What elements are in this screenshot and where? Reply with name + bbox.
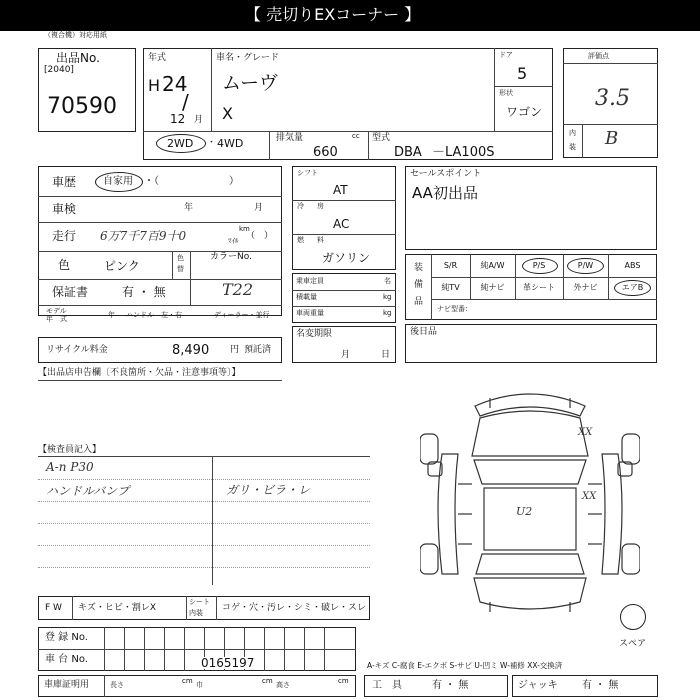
car-diagram bbox=[420, 384, 640, 624]
mileage-value: 6万7千7百9十0 bbox=[100, 229, 187, 243]
aircon-value: AC bbox=[333, 217, 350, 231]
fuel-label-1: 燃 bbox=[297, 236, 304, 244]
equip-sr: S/R bbox=[443, 261, 458, 270]
colorno-value: T22 bbox=[222, 280, 254, 299]
equip-abs: ABS bbox=[624, 261, 641, 270]
interior-label-1: 内 bbox=[569, 129, 576, 137]
legend-codes: A-キズ C-腐食 E-エクボ S-サビ U-凹ミ W-補修 XX-交換済 bbox=[367, 661, 563, 670]
tools-options: 有 ・ 無 bbox=[432, 680, 469, 691]
chassis-label: 車 台 No. bbox=[45, 654, 88, 665]
cert-cm-2: cm bbox=[262, 677, 273, 685]
equip-tv: 純TV bbox=[441, 283, 460, 292]
color-value: ピンク bbox=[104, 259, 140, 273]
fw-text: キズ・ヒビ・割レX bbox=[78, 603, 156, 613]
inspection-year: 年 bbox=[184, 203, 194, 213]
score-value: 3.5 bbox=[595, 86, 630, 111]
banner bbox=[0, 0, 700, 31]
fw-label: F W bbox=[45, 603, 62, 613]
disp-label: 排気量 bbox=[276, 133, 304, 143]
seat-text: コゲ・穴・汚レ・シミ・破レ・スレ bbox=[222, 603, 367, 613]
warranty-options: 有 ・ 無 bbox=[122, 285, 166, 299]
jack-options: 有 ・ 無 bbox=[582, 680, 619, 691]
lot-number: 70590 bbox=[47, 94, 117, 119]
aircon-label-2: 房 bbox=[317, 202, 324, 210]
disp-value: 660 bbox=[313, 145, 338, 160]
equip-leather: 革シート bbox=[523, 283, 555, 292]
mileage-paren: （ ） bbox=[246, 231, 274, 241]
aftermarket-label: 後日品 bbox=[410, 327, 438, 337]
repaint-label-1: 色 bbox=[177, 254, 184, 262]
model-code: －LA100S bbox=[432, 145, 495, 160]
inspector-line2: ハンドルバンプ bbox=[46, 484, 130, 498]
door-label: ドア bbox=[499, 51, 513, 59]
history-label: 車歴 bbox=[52, 175, 77, 189]
weight-label: 車両重量 bbox=[296, 309, 324, 317]
equipment-label-2: 備 bbox=[414, 280, 424, 290]
cert-length: 長さ bbox=[110, 681, 124, 689]
history-selected: 自家用 bbox=[103, 176, 133, 187]
fuel-label-2: 料 bbox=[317, 236, 324, 244]
equip-aw: 純A/W bbox=[480, 261, 505, 270]
model-year-label-1: モデル bbox=[46, 307, 67, 315]
car-name: ムーヴ bbox=[222, 72, 279, 94]
model-label: 型式 bbox=[372, 133, 391, 143]
cert-cm-3: cm bbox=[338, 677, 349, 685]
equip-airbag: エアB bbox=[621, 283, 644, 292]
dealer-options: ディーラー・並行 bbox=[214, 311, 270, 319]
handle-options: ハンドル 左・右 bbox=[126, 311, 182, 319]
regchange-label: 名変期限 bbox=[296, 329, 333, 339]
cert-cm-1: cm bbox=[182, 677, 193, 685]
model-prefix: DBA bbox=[394, 145, 422, 160]
drive-sep: ・ bbox=[207, 138, 217, 148]
regchange-month: 月 bbox=[341, 350, 351, 360]
diagram-xx-side: XX bbox=[582, 491, 597, 502]
chassis-value: 0165197 bbox=[201, 656, 255, 670]
car-grade: X bbox=[222, 104, 233, 123]
shape-value: ワゴン bbox=[506, 105, 543, 119]
equipment-label-3: 品 bbox=[414, 297, 424, 307]
lot-code: [2040] bbox=[44, 65, 74, 75]
spare-circle bbox=[620, 604, 646, 630]
declaration-label: 【出品店申告欄〔不良箇所・欠品・注意事項等〕】 bbox=[38, 368, 241, 378]
load-label: 積載量 bbox=[296, 293, 317, 301]
inspector-area bbox=[38, 456, 370, 586]
capacity-unit: 名 bbox=[384, 277, 391, 285]
color-label: 色 bbox=[58, 258, 71, 272]
equip-pw: P/W bbox=[577, 261, 594, 270]
disp-unit: cc bbox=[352, 132, 360, 140]
year-slash: / bbox=[182, 90, 189, 114]
recycle-unit: 円 bbox=[230, 345, 240, 355]
history-rest: ・（ ） bbox=[144, 176, 239, 187]
banner-title: 【 売切りEXコーナー 】 bbox=[245, 5, 421, 24]
year-value: 24 bbox=[162, 72, 188, 96]
cert-label: 車庫証明用 bbox=[44, 680, 90, 690]
inspection-label: 車検 bbox=[52, 202, 77, 216]
navi-model: ナビ型番： bbox=[437, 305, 472, 313]
car-label: 車名・グレード bbox=[216, 53, 280, 63]
colorno-label: カラーNo. bbox=[210, 252, 252, 262]
equip-navi: 純ナビ bbox=[480, 283, 505, 292]
equipment-label-1: 装 bbox=[414, 263, 424, 273]
year-month: 12 bbox=[170, 112, 186, 126]
regchange-day: 日 bbox=[381, 350, 391, 360]
shift-label: シフト bbox=[297, 169, 318, 177]
diagram-xx-front: XX bbox=[578, 427, 593, 438]
equip-ext-navi: 外ナビ bbox=[573, 283, 598, 292]
fuel-value: ガソリン bbox=[322, 251, 371, 265]
recycle-status: 預託済 bbox=[244, 345, 272, 355]
reg-label: 登 録 No. bbox=[45, 632, 88, 643]
sales-text: AA初出品 bbox=[412, 184, 478, 202]
jack-label: ジャッキ bbox=[518, 680, 558, 691]
model-year-unit: 年 bbox=[108, 311, 115, 319]
equip-ps: P/S bbox=[532, 261, 546, 270]
drive-other: 4WD bbox=[217, 137, 244, 150]
load-unit: kg bbox=[383, 293, 392, 301]
capacity-label: 乗車定員 bbox=[296, 277, 324, 285]
diagram-note: U2 bbox=[516, 505, 533, 518]
year-label: 年式 bbox=[148, 53, 167, 63]
seat-label-2: 内装 bbox=[189, 609, 203, 617]
mileage-unit-km: km bbox=[239, 225, 250, 233]
shape-label: 形状 bbox=[499, 89, 513, 97]
lot-label: 出品No. bbox=[56, 51, 100, 65]
inspector-line1: A-n P30 bbox=[46, 460, 94, 474]
tools-label: 工 具 bbox=[372, 680, 402, 691]
interior-value: B bbox=[605, 128, 619, 149]
interior-label-2: 装 bbox=[569, 143, 576, 151]
recycle-value: 8,490 bbox=[172, 343, 210, 358]
inspection-month: 月 bbox=[254, 203, 264, 213]
model-year-label-2: 年 式 bbox=[46, 315, 67, 323]
drive-selected: 2WD bbox=[167, 137, 194, 150]
repaint-label-2: 替 bbox=[177, 265, 184, 273]
inspector-label: 【検査員記入】 bbox=[38, 445, 102, 455]
cert-width: 巾 bbox=[196, 681, 203, 689]
door-value: 5 bbox=[517, 64, 528, 83]
recycle-label: リサイクル料金 bbox=[46, 345, 108, 355]
warranty-label: 保証書 bbox=[52, 285, 89, 299]
year-month-unit: 月 bbox=[194, 115, 204, 125]
weight-unit: kg bbox=[383, 309, 392, 317]
sales-label: セールスポイント bbox=[410, 169, 482, 179]
score-label: 評価点 bbox=[588, 52, 609, 60]
year-era: H bbox=[148, 76, 161, 95]
aircon-label-1: 冷 bbox=[297, 202, 304, 210]
shift-value: AT bbox=[333, 183, 348, 197]
aftermarket-box bbox=[405, 324, 657, 363]
seat-label-1: シート bbox=[189, 598, 210, 606]
mileage-unit-mile: ﾏｲﾙ bbox=[228, 237, 239, 245]
doc-note: （複合機）対応用紙 bbox=[44, 31, 107, 39]
cert-height: 高さ bbox=[276, 681, 290, 689]
spare-label: スペア bbox=[619, 639, 647, 649]
inspector-line3: ガリ・ビラ・レ bbox=[226, 483, 311, 497]
mileage-label: 走行 bbox=[52, 229, 77, 243]
